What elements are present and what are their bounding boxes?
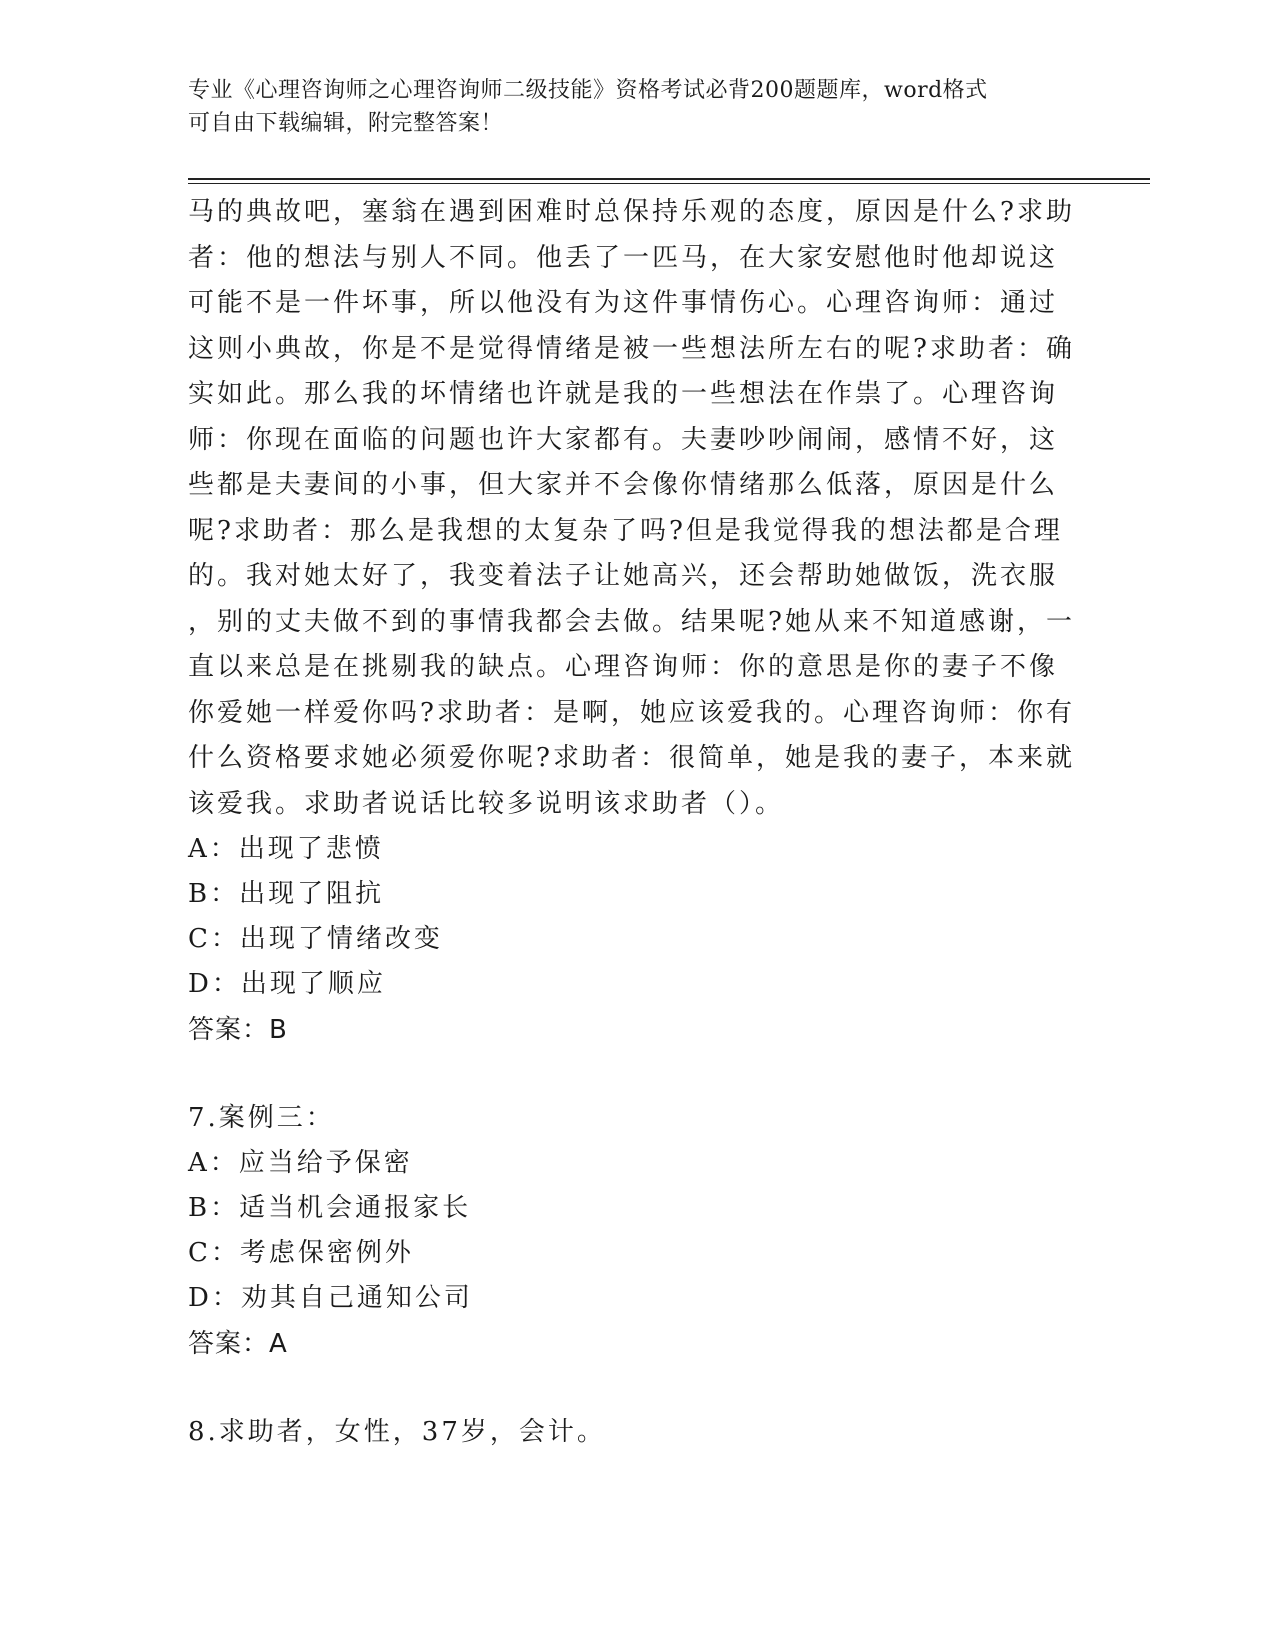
document-header (188, 74, 1068, 140)
question-6-answer: 答案：B (188, 1015, 288, 1045)
question-6-options (188, 827, 1088, 1007)
question-7-title: 7.案例三： (188, 1103, 335, 1133)
stem-line: 什么资格要求她必须爱你呢?求助者：很简单，她是我的妻子，本来就 (188, 743, 1075, 773)
option-a: A：应当给予保密 (188, 1148, 413, 1178)
stem-line: 些都是夫妻间的小事，但大家并不会像你情绪那么低落，原因是什么 (188, 470, 1059, 500)
question-7-options (188, 1141, 1088, 1321)
stem-line: 马的典故吧，塞翁在遇到困难时总保持乐观的态度，原因是什么?求助 (188, 197, 1075, 227)
document-body (188, 190, 1088, 1455)
stem-line: 这则小典故，你是不是觉得情绪是被一些想法所左右的呢?求助者：确 (188, 333, 1075, 364)
question-6-stem (188, 190, 1088, 827)
header-divider-thick (188, 178, 1150, 180)
option-c: C：考虑保密例外 (188, 1238, 414, 1268)
header-title-line-2: 可自由下载编辑，附完整答案！ (188, 111, 504, 136)
option-a: A：出现了悲愤 (188, 834, 384, 864)
option-b: B：适当机会通报家长 (188, 1193, 472, 1223)
stem-line: 者：他的想法与别人不同。他丢了一匹马，在大家安慰他时他却说这 (188, 242, 1059, 273)
stem-line: 的。我对她太好了，我变着法子让她高兴，还会帮助她做饭，洗衣服 (188, 561, 1059, 591)
header-divider-thin (188, 183, 1150, 184)
stem-line: 直以来总是在挑剔我的缺点。心理咨询师：你的意思是你的妻子不像 (188, 652, 1059, 682)
option-c: C：出现了情绪改变 (188, 924, 443, 954)
header-title-line-1: 专业《心理咨询师之心理咨询师二级技能》资格考试必背200题题库，word格式 (188, 78, 988, 103)
stem-line: 师：你现在面临的问题也许大家都有。夫妻吵吵闹闹，感情不好，这 (188, 424, 1059, 455)
option-d: D：出现了顺应 (188, 969, 386, 999)
stem-line: 该爱我。求助者说话比较多说明该求助者（）。 (188, 788, 785, 819)
stem-line: 呢?求助者：那么是我想的太复杂了吗?但是我觉得我的想法都是合理 (188, 515, 1063, 546)
stem-line: ，别的丈夫做不到的事情我都会去做。结果呢?她从来不知道感谢，一 (188, 606, 1075, 637)
spacer (188, 1367, 1088, 1410)
option-d: D：劝其自己通知公司 (188, 1283, 473, 1313)
stem-line: 可能不是一件坏事，所以他没有为这件事情伤心。心理咨询师：通过 (188, 288, 1059, 318)
question-8-title: 8.求助者，女性，37岁，会计。 (188, 1417, 606, 1447)
spacer (188, 1053, 1088, 1096)
stem-line: 你爱她一样爱你吗?求助者：是啊，她应该爱我的。心理咨询师：你有 (188, 697, 1075, 728)
question-7-answer: 答案：A (188, 1329, 288, 1359)
stem-line: 实如此。那么我的坏情绪也许就是我的一些想法在作祟了。心理咨询 (188, 379, 1059, 409)
option-b: B：出现了阻抗 (188, 879, 385, 909)
